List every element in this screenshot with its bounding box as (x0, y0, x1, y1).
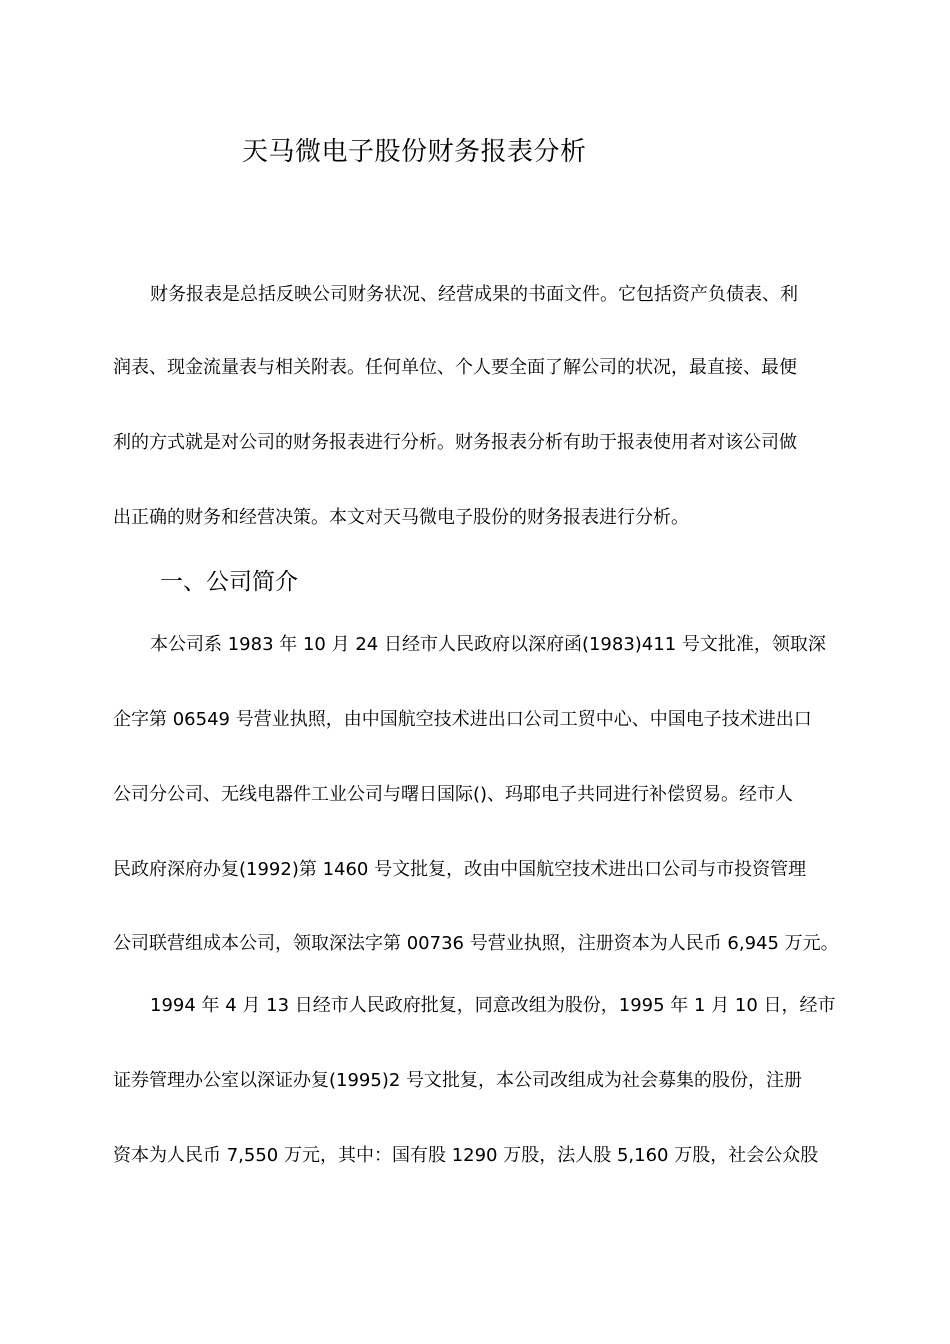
section-para1-line-2: 企字第 06549 号营业执照，由中国航空技术进出口公司工贸中心、中国电子技术进出口 (113, 709, 812, 730)
intro-line-3: 利的方式就是对公司的财务报表进行分析。财务报表分析有助于报表使用者对该公司做 (113, 432, 797, 453)
section-para1-line-1: 本公司系 1983 年 10 月 24 日经市人民政府以深府函(1983)411 号文批准，领取深 (150, 634, 826, 655)
section-para2-line-1: 1994 年 4 月 13 日经市人民政府批复，同意改组为股份，1995 年 1 月 10 日，经市 (150, 995, 836, 1016)
intro-line-2: 润表、现金流量表与相关附表。任何单位、个人要全面了解公司的状况，最直接、最便 (113, 357, 797, 378)
section-heading: 一、公司简介 (160, 569, 298, 595)
section-para1-line-4: 民政府深府办复(1992)第 1460 号文批复，改由中国航空技术进出口公司与市投资管理 (113, 859, 807, 880)
section-para1-line-5: 公司联营组成本公司，领取深法字第 00736 号营业执照，注册资本为人民币 6,945 万元。 (113, 933, 839, 954)
intro-line-4: 出正确的财务和经营决策。本文对天马微电子股份的财务报表进行分析。 (113, 507, 689, 528)
intro-line-1: 财务报表是总括反映公司财务状况、经营成果的书面文件。它包括资产负债表、利 (150, 284, 798, 305)
section-para2-line-2: 证券管理办公室以深证办复(1995)2 号文批复，本公司改组成为社会募集的股份，注册 (113, 1070, 803, 1091)
document-title: 天马微电子股份财务报表分析 (242, 137, 587, 167)
section-para1-line-3: 公司分公司、无线电器件工业公司与曙日国际()、玛耶电子共同进行补偿贸易。经市人 (113, 784, 794, 805)
section-para2-line-3: 资本为人民币 7,550 万元，其中：国有股 1290 万股，法人股 5,160 万股，社会公众股 (113, 1145, 819, 1166)
